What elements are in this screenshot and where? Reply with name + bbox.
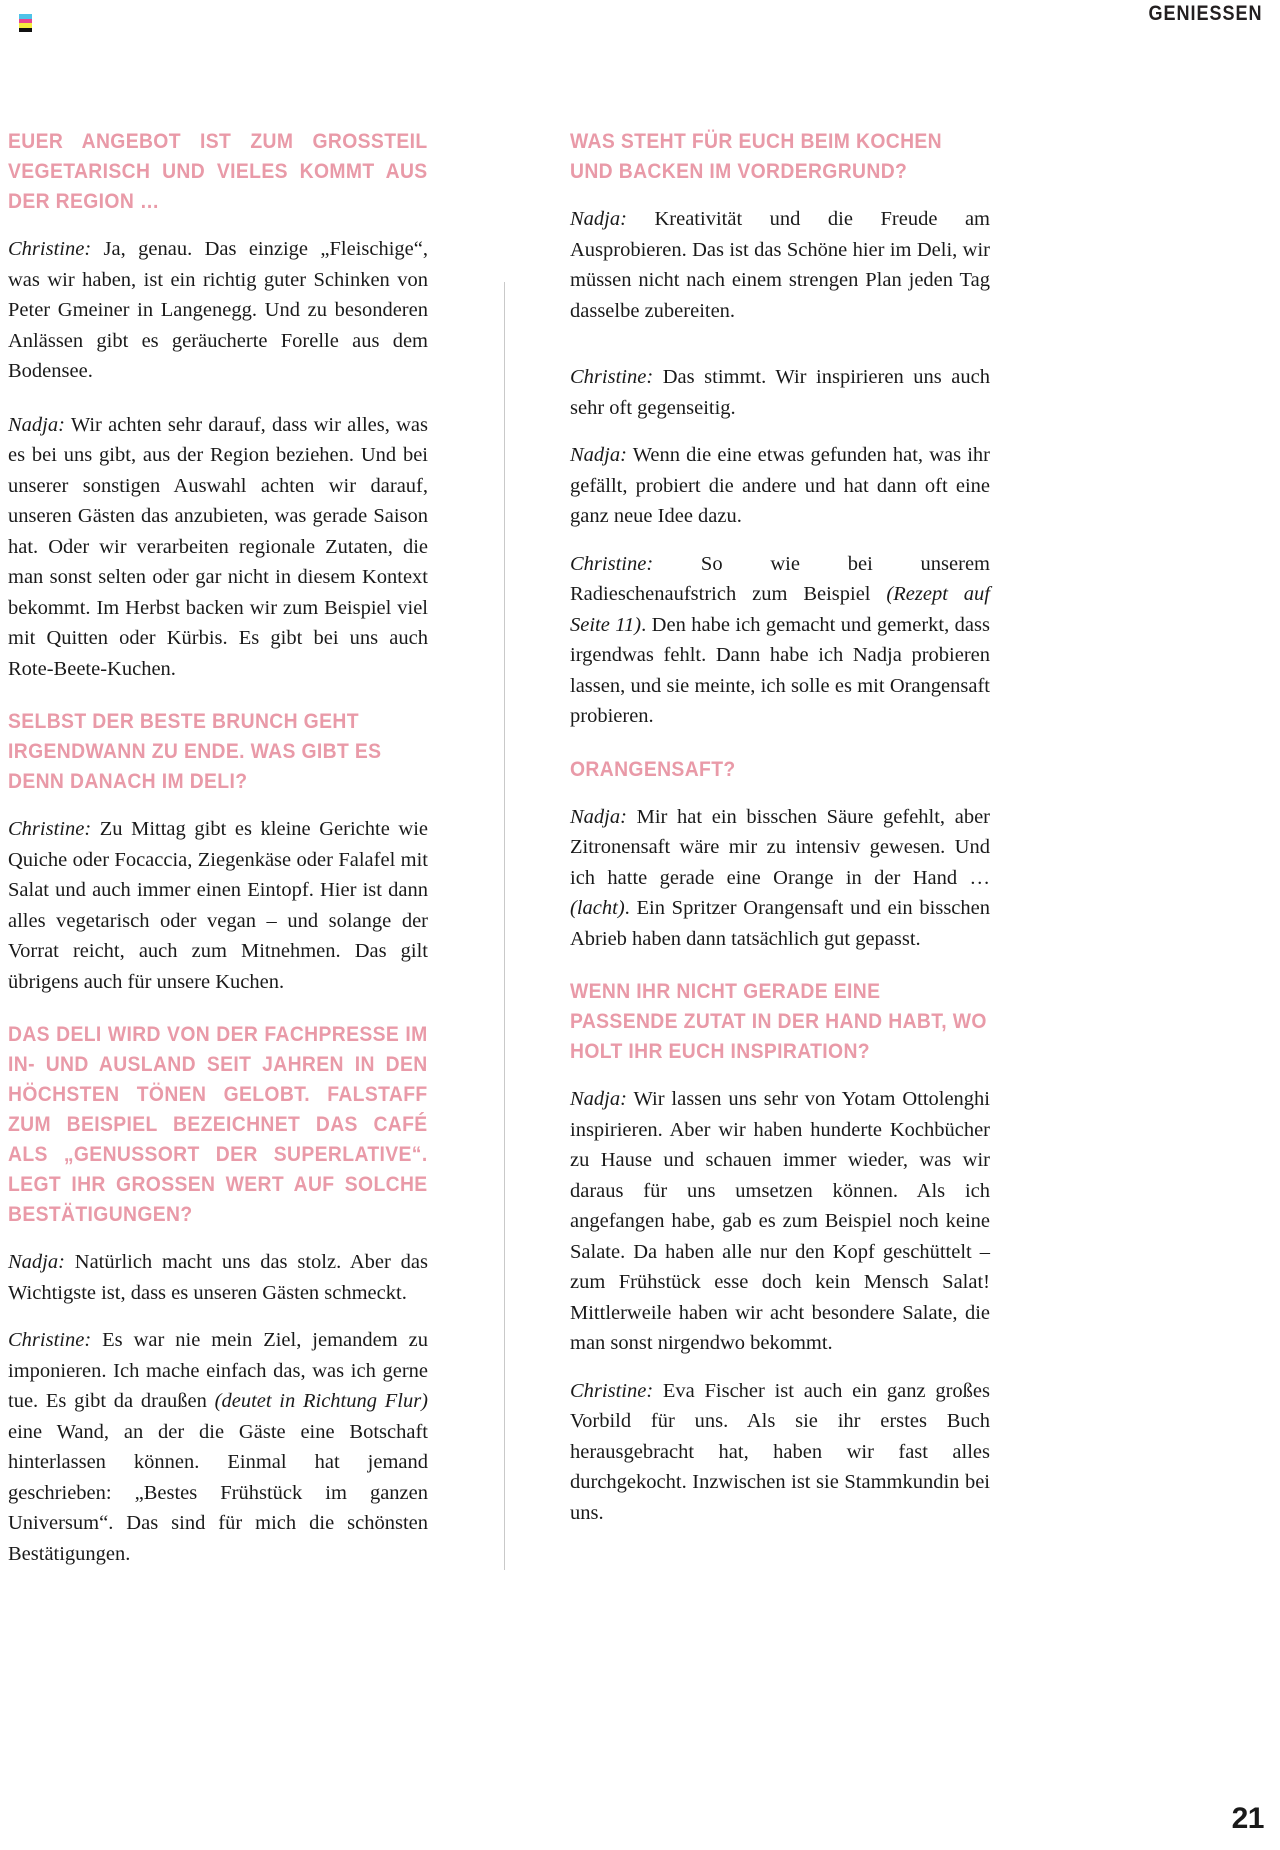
speaker-name: Christine: [570,552,654,575]
paragraph-christine-1 [8,234,428,387]
paragraph-text: Zu Mittag gibt es kleine Gerichte wie Quiche oder Focaccia, Ziegenkäse oder Falafel mit Salat und auch immer einen Eintopf. Hier ist dann alles vegetarisch oder vegan – und solange der Vorrat reicht, auch zum Mitnehmen. Das gilt übrigens auch für unsere Kuchen. [8,818,428,993]
paragraph-text: Mir hat ein bisschen Säure gefehlt, aber Zitronensaft wäre mir zu intensiv gewesen. Und ich hatte gerade eine Orange in der Hand … [570,805,990,889]
speaker-name: Nadja: [570,1088,627,1110]
paragraph-text: Das stimmt. Wir inspirieren uns auch sehr oft gegenseitig. [570,366,990,419]
recipe-reference: (Rezept auf Seite 11) [570,583,990,636]
question-heading-3: DAS DELI WIRD VON DER FACHPRESSE IM IN- UND AUSLAND SEIT JAHREN IN DEN HÖCHSTEN TÖNEN GELOBT. FALSTAFF ZUM BEISPIEL BEZEICHNET DAS CAFÉ ALS „GENUSSORT DER SUPERLATIVE“. LEGT IHR GROSSEN WERT AUF SOLCHE BESTÄTIGUNGEN? [8,1022,428,1226]
column-divider-rule [504,282,505,1570]
paragraph-nadja-3 [570,204,990,326]
paragraph-text: Kreativität und die Freude am Ausprobieren. Das ist das Schöne hier im Deli, wir müssen nicht nach einem strengen Plan jeden Tag dasselbe zubereiten. [570,208,990,322]
paragraph-christine-6 [570,1376,990,1529]
paragraph-nadja-1 [8,410,428,685]
speaker-name: Christine: [8,818,92,840]
left-column [8,126,428,1586]
paragraph-text: . Ein Spritzer Orangensaft und ein bisschen Abrieb haben dann tatsächlich gut gepasst. [570,897,990,950]
speaker-name: Nadja: [570,444,627,466]
question-heading-6: WENN IHR NICHT GERADE EINE PASSENDE ZUTAT IN DER HAND HABT, WO HOLT IHR EUCH INSPIRATION? [570,979,987,1063]
question-heading-2: SELBST DER BESTE BRUNCH GEHT IRGENDWANN ZU ENDE. WAS GIBT ES DENN DANACH IM DELI? [8,709,382,793]
paragraph-christine-2 [8,814,428,997]
paragraph-text: Wenn die eine etwas gefunden hat, was ihr gefällt, probiert die andere und hat dann oft eine ganz neue Idee dazu. [570,444,990,527]
question-heading-5: ORANGENSAFT? [570,756,736,781]
cmyk-color-bar-icon [19,14,32,32]
paragraph-text: So wie bei unserem Radieschenaufstrich zum Beispiel [570,552,990,605]
paragraph-text: Eva Fischer ist auch ein ganz großes Vorbild für uns. Als sie ihr erstes Buch herausgebracht hat, haben wir fast alles durchgekocht. Inzwischen ist sie Stammkundin bei uns. [570,1379,990,1524]
paragraph-text: eine Wand, an der die Gäste eine Botschaft hinterlassen können. Einmal hat jemand geschrieben: „Bestes Frühstück im ganzen Universum“. Das sind für mich die schönsten Bestätigungen. [8,1420,428,1565]
speaker-name: Nadja: [570,805,627,828]
spacer [570,348,990,362]
paragraph-christine-5 [570,549,990,732]
speaker-name: Nadja: [8,1251,65,1273]
speaker-name: Christine: [8,238,92,260]
paragraph-nadja-4 [570,440,990,532]
paragraph-nadja-2 [8,1247,428,1308]
paragraph-text: . Den habe ich gemacht und gemerkt, dass irgendwas fehlt. Dann habe ich Nadja probieren lassen, und sie meinte, ich solle es mit Orangensaft probieren. [570,613,990,727]
paragraph-nadja-6 [570,1084,990,1359]
paragraph-text: Natürlich macht uns das stolz. Aber das Wichtigste ist, dass es unseren Gästen schmeckt. [8,1251,428,1304]
paragraph-text: Wir achten sehr darauf, dass wir alles, was es bei uns gibt, aus der Region beziehen. Und bei unserer sonstigen Auswahl achten wir darauf, unseren Gästen das anzubieten, was gerade Saison hat. Oder wir verarbeiten regionale Zutaten, die man sonst selten oder gar nicht in diesem Kontext bekommt. Im Herbst backen wir zum Beispiel viel mit Quitten oder Kürbis. Es gibt bei uns auch Rote-Beete-Kuchen. [8,413,428,680]
paragraph-christine-3 [8,1325,428,1569]
paragraph-nadja-5 [570,802,990,955]
page-number: 21 [1231,1802,1264,1835]
paragraph-text: Es war nie mein Ziel, jemandem zu imponieren. Ich mache einfach das, was ich gerne tue. Es gibt da draußen [8,1329,428,1412]
stage-direction: (deutet in Richtung Flur) [214,1390,429,1412]
speaker-name: Nadja: [8,413,65,436]
paragraph-text: Wir lassen uns sehr von Yotam Ottolenghi inspirieren. Aber wir haben hunderte Kochbücher zu Hause und schauen immer wieder, was wir daraus für uns umsetzen können. Als ich angefangen habe, gab es zum Beispiel noch keine Salate. Da haben alle nur den Kopf geschüttelt – zum Frühstück esse doch kein Mensch Salat! Mittlerweile haben wir acht besondere Salate, die man sonst nirgendwo bekommt. [570,1088,990,1354]
question-heading-4: WAS STEHT FÜR EUCH BEIM KOCHEN UND BACKEN IM VORDERGRUND? [570,129,943,183]
speaker-name: Christine: [570,366,654,388]
speaker-name: Christine: [570,1379,654,1402]
speaker-name: Christine: [8,1329,92,1351]
running-head: GENIESSEN [1148,2,1262,25]
paragraph-christine-4 [570,362,990,423]
right-column [570,126,990,1545]
speaker-name: Nadja: [570,208,627,230]
paragraph-text: Ja, genau. Das einzige „Fleischige“, was wir haben, ist ein richtig guter Schinken von Peter Gmeiner in Langenegg. Und zu besonderen Anlässen gibt es geräucherte Forelle aus dem Bodensee. [8,238,428,382]
question-heading-1: EUER ANGEBOT IST ZUM GROSSTEIL VEGETARISCH UND VIELES KOMMT AUS DER REGION … [8,129,428,213]
stage-direction: (lacht) [570,897,625,919]
